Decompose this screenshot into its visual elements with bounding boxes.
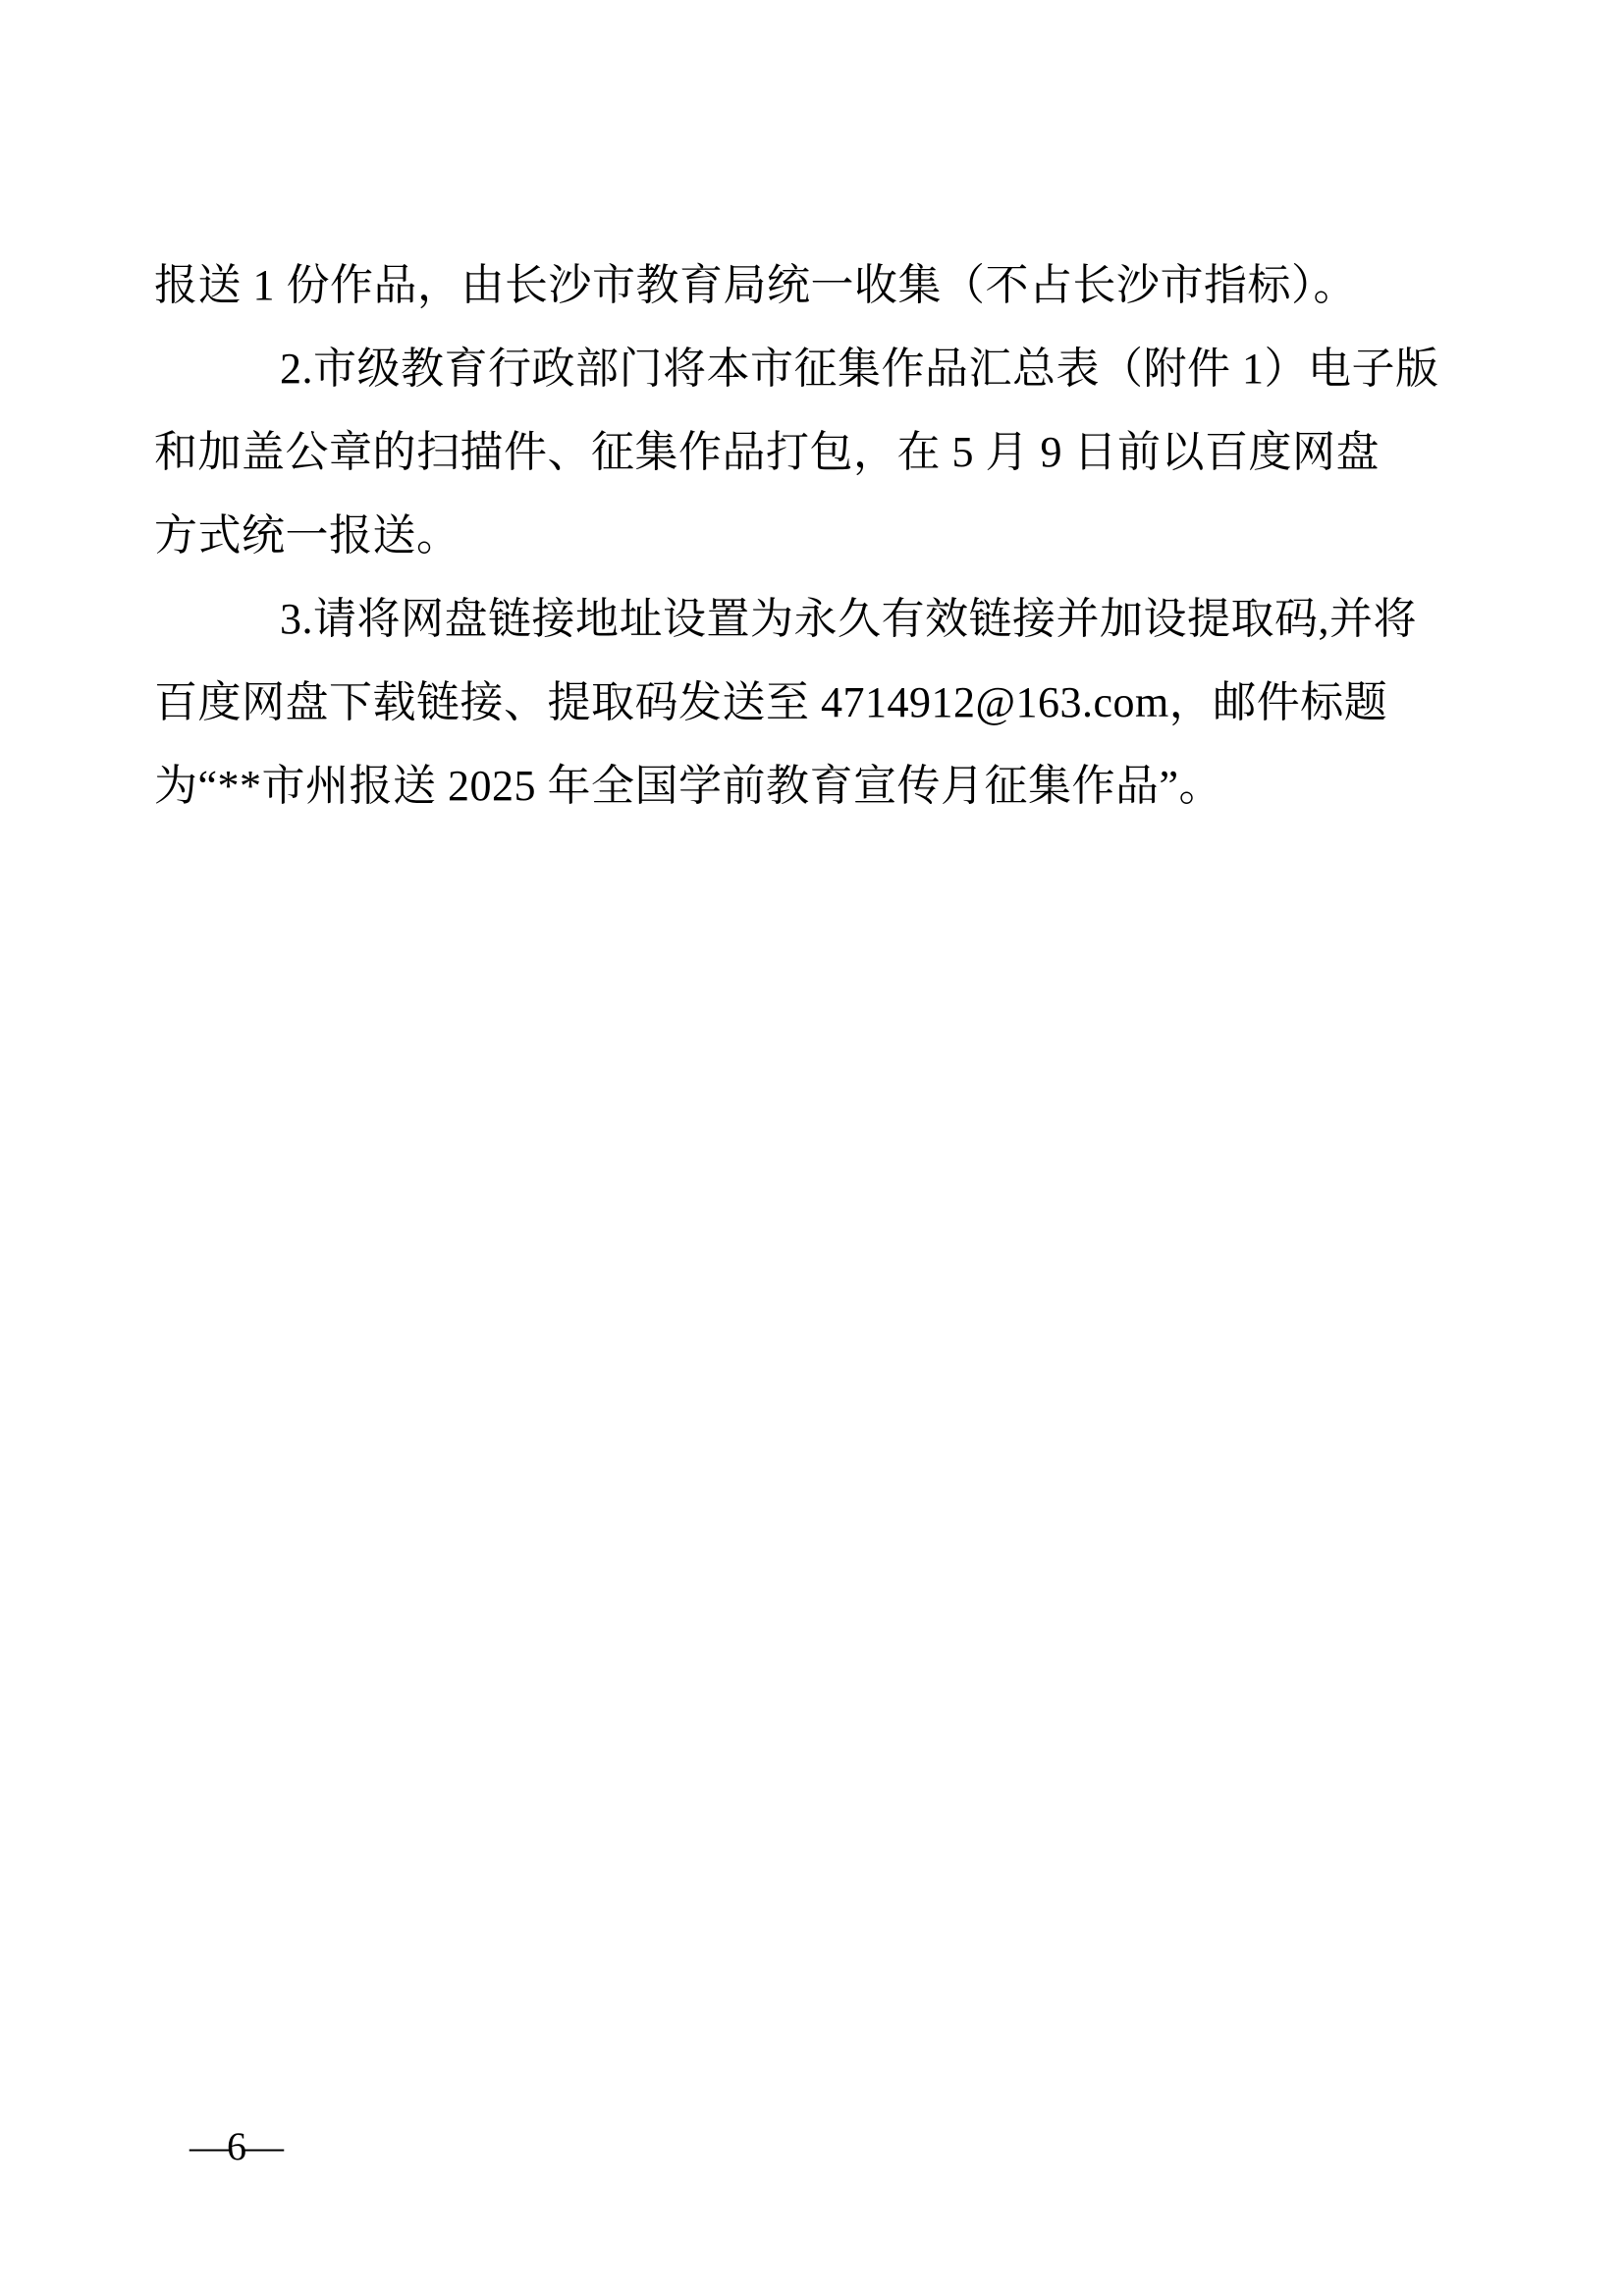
text-line: 为“**市州报送 2025 年全国学前教育宣传月征集作品”。 [154, 762, 1223, 810]
page-number: —6— [189, 2124, 282, 2168]
text-line: 百度网盘下载链接、提取码发送至 4714912@163.com，邮件标题 [154, 678, 1388, 726]
text-line: 3.请将网盘链接地址设置为永久有效链接并加设提取码,并将 [280, 595, 1417, 643]
text-line: 和加盖公章的扫描件、征集作品打包，在 5 月 9 日前以百度网盘 [154, 428, 1380, 476]
body-text [154, 243, 1439, 828]
text-line: 方式统一报送。 [154, 511, 460, 560]
text-line: 报送 1 份作品，由长沙市教育局统一收集（不占长沙市指标）。 [154, 261, 1357, 309]
text-line: 2.市级教育行政部门将本市征集作品汇总表（附件 1）电子版 [280, 345, 1439, 393]
